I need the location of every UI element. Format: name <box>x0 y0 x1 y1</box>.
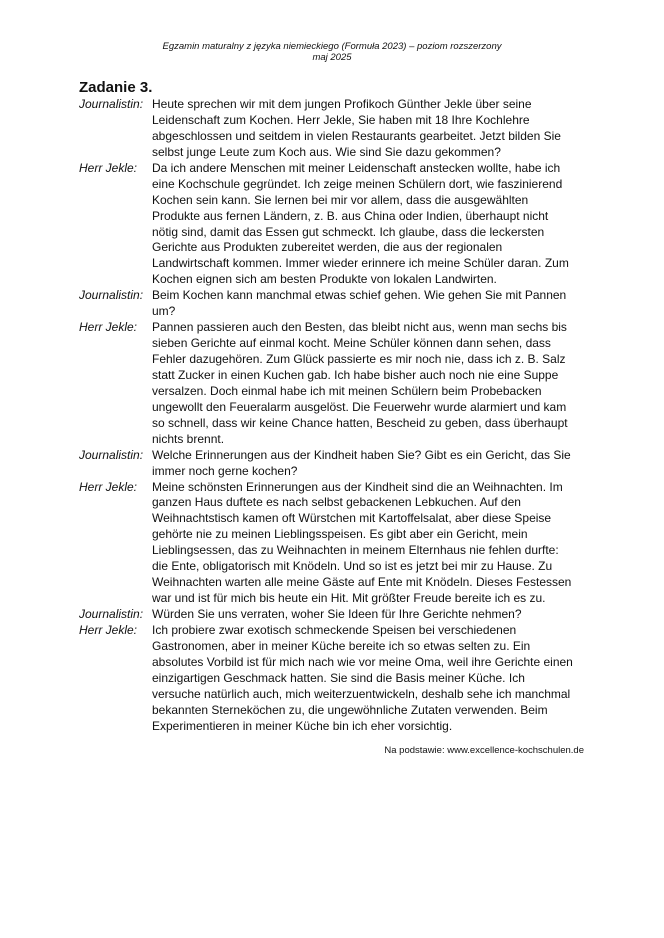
dialogue-turn <box>79 161 587 289</box>
utterance-line: Fehler dazugehören. Zum Glück passierte es mir noch nie, dass ich z. B. Salz <box>152 352 566 366</box>
dialogue-turn <box>79 623 587 735</box>
speaker-label: Journalistin: <box>79 447 144 462</box>
utterance-line: Produkte aus fernen Ländern, z. B. aus China oder Indien, überhaupt nicht <box>152 208 549 223</box>
speaker-label: Journalistin: <box>79 288 144 303</box>
utterance-line: nichts brennt. <box>152 431 225 446</box>
utterance-line: sieben Gerichte auf einmal kocht. Meine Schüler können dann sehen, dass <box>152 336 551 351</box>
exam-title: Egzamin maturalny z języka niemieckiego (Formuła 2023) – poziom rozszerzony <box>162 41 502 52</box>
utterance-line: Experimentieren in meiner Küche bin ich eher vorsichtig. <box>152 718 453 733</box>
speaker-label: Journalistin: <box>79 97 144 111</box>
utterance-line: Weihnachten warten alle meine Gäste auf Ente mit Knödeln. Dieses Festessen <box>152 575 572 590</box>
utterance-line: Landwirtschaft kommen. Immer wieder erinnere ich meine Schüler daran. Zum <box>152 256 569 271</box>
utterance-text <box>152 288 587 320</box>
source-note: Na podstawie: www.excellence-kochschulen.de <box>384 745 584 756</box>
utterance-text <box>152 480 587 608</box>
dialogue-turn <box>79 448 587 480</box>
utterance-line: so schnell, dass wir keine Chance hatten, Bescheid zu geben, dass überhaupt <box>152 415 568 430</box>
task-title: Zadanie 3. <box>79 79 153 96</box>
utterance-line: nötig sind, damit das Essen gut schmeckt. Ich glaube, dass die leckersten <box>152 224 545 239</box>
utterance-line: Ich probiere zwar exotisch schmeckende Speisen bei verschiedenen <box>152 622 517 637</box>
interview-dialogue <box>79 97 587 735</box>
speaker-label: Journalistin: <box>79 607 144 621</box>
utterance-line: Welche Erinnerungen aus der Kindheit haben Sie? Gibt es ein Gericht, das Sie <box>152 447 571 462</box>
utterance-line: Meine schönsten Erinnerungen aus der Kindheit sind die an Weihnachten. Im <box>152 479 563 494</box>
utterance-text <box>152 97 587 161</box>
utterance-line: Lieblingsessen, das zu Weihnachten in meinem Elternhaus nie fehlen durfte: <box>152 543 559 558</box>
page-header <box>0 41 664 63</box>
exam-date: maj 2025 <box>312 52 352 63</box>
dialogue-turn <box>79 288 587 320</box>
utterance-line: gehörte nie zu meinen Lieblingsspeisen. Es gibt aber ein Gericht, mein <box>152 527 528 542</box>
dialogue-turn <box>79 480 587 608</box>
utterance-line: Heute sprechen wir mit dem jungen Profikoch Günther Jekle über seine <box>152 97 532 111</box>
dialogue-turn <box>79 607 587 623</box>
utterance-line: war und ist für mich bis heute ein Hit. Mit größter Freude bereite ich es zu. <box>152 591 546 606</box>
utterance-text <box>152 320 587 448</box>
utterance-line: abgeschlossen und seitdem in vielen Restaurants gearbeitet. Jetzt bilden Sie <box>152 128 561 143</box>
utterance-line: Leidenschaft zum Kochen. Herr Jekle, Sie haben mit 18 Ihre Kochlehre <box>152 112 530 127</box>
speaker-label: Herr Jekle: <box>79 320 138 335</box>
utterance-line: Weihnachtstisch kamen oft Würstchen mit Kartoffelsalat, aber diese Speise <box>152 511 552 526</box>
utterance-line: versuche natürlich auch, mich weiterzuentwickeln, deshalb sehe ich manchmal <box>152 686 571 701</box>
utterance-line: ungewollt den Feueralarm ausgelöst. Die Feuerwehr wurde alarmiert und kam <box>152 399 567 414</box>
utterance-line: immer noch gerne kochen? <box>152 463 298 478</box>
utterance-line: Würden Sie uns verraten, woher Sie Ideen für Ihre Gerichte nehmen? <box>152 607 522 621</box>
utterance-text <box>152 161 587 289</box>
utterance-line: absolutes Vorbild ist für mich nach wie vor meine Oma, weil ihre Gerichte einen <box>152 654 573 669</box>
utterance-line: Da ich andere Menschen mit meiner Leidenschaft anstecken wollte, habe ich <box>152 160 561 175</box>
speaker-label: Herr Jekle: <box>79 479 138 494</box>
utterance-line: Pannen passieren auch den Besten, das bleibt nicht aus, wenn man sechs bis <box>152 320 567 335</box>
utterance-text <box>152 448 587 480</box>
utterance-text <box>152 607 587 623</box>
utterance-text <box>152 623 587 735</box>
utterance-line: Gastronomen, aber in meiner Küche bereite ich so etwas selten zu. Ein <box>152 638 531 653</box>
utterance-line: bekannten Sterneköchen zu, die ungewöhnliche Zutaten verwenden. Beim <box>152 702 548 717</box>
speaker-label: Herr Jekle: <box>79 622 138 637</box>
speaker-label: Herr Jekle: <box>79 160 138 175</box>
utterance-line: die Ente, obligatorisch mit Knödeln. Und so ist es jetzt bei mir zu Hause. Zu <box>152 559 553 574</box>
utterance-line: Beim Kochen kann manchmal etwas schief gehen. Wie gehen Sie mit Pannen <box>152 288 567 303</box>
dialogue-turn <box>79 97 587 161</box>
utterance-line: Kochen sein kann. Sie lernen bei mir vor allem, dass die ausgewählten <box>152 192 529 207</box>
utterance-line: versalzen. Doch einmal habe ich mit meinen Schülern beim Probebacken <box>152 383 542 398</box>
utterance-line: um? <box>152 304 176 319</box>
utterance-line: ganzen Haus duftete es nach selbst gebackenen Lebkuchen. Auf den <box>152 495 521 510</box>
utterance-line: selbst junge Leute zum Koch aus. Wie sind Sie dazu gekommen? <box>152 144 501 159</box>
utterance-line: Kochen eignen sich am besten Produkte von lokalen Landwirten. <box>152 272 497 287</box>
utterance-line: eine Kochschule gegründet. Ich zeige meinen Schülern dort, wie faszinierend <box>152 176 563 191</box>
dialogue-turn <box>79 320 587 448</box>
utterance-line: Gerichte aus Produkten zubereitet werden, die aus der regionalen <box>152 240 503 255</box>
utterance-line: einzigartigen Geschmack hatten. Sie sind die Basis meiner Küche. Ich <box>152 670 525 685</box>
utterance-line: statt Zucker in einen Kuchen gab. Ich habe bisher auch noch nie eine Suppe <box>152 367 559 382</box>
